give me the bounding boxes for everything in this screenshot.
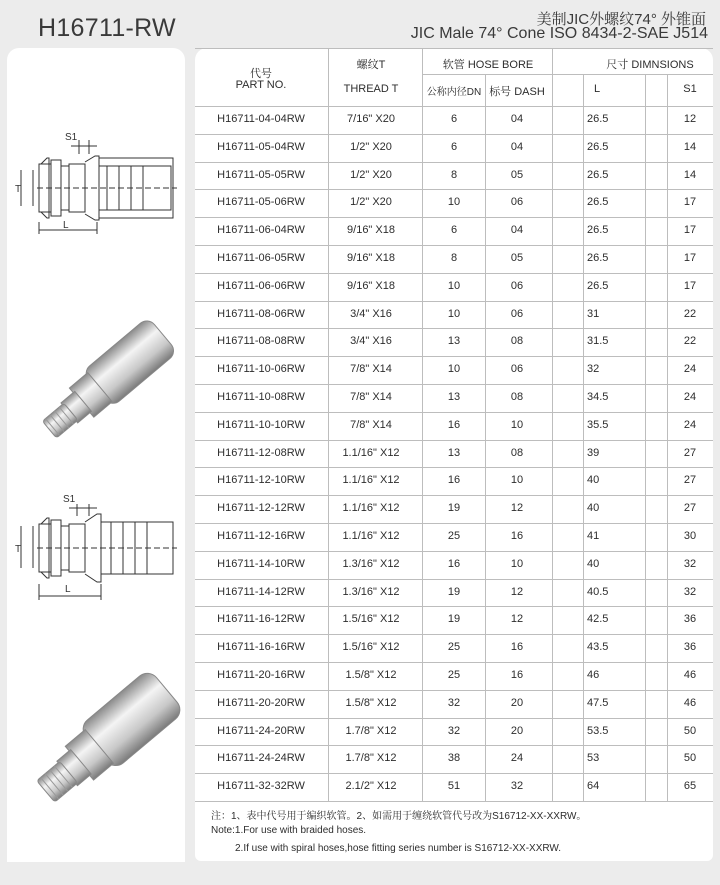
part-number-cell: H16711-06-05RW	[217, 252, 305, 264]
s1-cell: 32	[683, 586, 697, 598]
dn-cell: 25	[447, 669, 461, 681]
l-cell: 43.5	[587, 641, 609, 653]
thread-cell: 9/16" X18	[347, 252, 395, 264]
dash-cell: 05	[510, 252, 524, 264]
header-s1: S1	[683, 83, 697, 95]
part-number-cell: H16711-10-08RW	[217, 391, 305, 403]
s1-label-2: S1	[63, 494, 76, 505]
grid-hline	[195, 384, 713, 385]
grid-hline	[195, 48, 713, 49]
part-number-cell: H16711-12-12RW	[217, 502, 305, 514]
dn-cell: 25	[447, 530, 461, 542]
part-number-cell: H16711-14-12RW	[217, 586, 305, 598]
spec-table	[195, 48, 713, 861]
s1-cell: 50	[683, 752, 697, 764]
part-number-cell: H16711-05-04RW	[217, 141, 305, 153]
l-cell: 39	[587, 447, 600, 459]
fitting-photo-2	[7, 660, 185, 810]
s1-cell: 14	[683, 169, 697, 181]
dash-cell: 32	[510, 780, 524, 792]
header-dimensions: 尺寸 DIMNSIONS	[606, 59, 694, 71]
l-cell: 31	[587, 308, 600, 320]
dn-cell: 6	[450, 141, 458, 153]
part-number-cell: H16711-05-06RW	[217, 196, 305, 208]
l-cell: 26.5	[587, 113, 609, 125]
note-cn: 注：1、表中代号用于编织软管。2、如需用于缠绕软管代号改为S16712-XX-XXRW。	[211, 811, 587, 822]
dn-cell: 25	[447, 641, 461, 653]
dn-cell: 13	[447, 335, 461, 347]
s1-cell: 24	[683, 419, 697, 431]
thread-cell: 7/16" X20	[347, 113, 395, 125]
l-cell: 46	[587, 669, 600, 681]
dn-cell: 16	[447, 558, 461, 570]
l-cell: 47.5	[587, 697, 609, 709]
page-title: H16711-RW	[38, 14, 176, 42]
header-thread-en: THREAD T	[343, 83, 399, 95]
fitting-drawing-2	[7, 494, 185, 614]
l-cell: 40	[587, 502, 600, 514]
dash-cell: 20	[510, 697, 524, 709]
dash-cell: 10	[510, 474, 524, 486]
l-cell: 32	[587, 363, 600, 375]
grid-hline	[195, 440, 713, 441]
part-number-cell: H16711-06-06RW	[217, 280, 305, 292]
l-cell: 40	[587, 558, 600, 570]
l-cell: 26.5	[587, 252, 609, 264]
grid-hline	[195, 189, 713, 190]
s1-cell: 46	[683, 697, 697, 709]
dash-cell: 06	[510, 308, 524, 320]
grid-hline	[195, 690, 713, 691]
part-number-cell: H16711-16-12RW	[217, 613, 305, 625]
dash-cell: 08	[510, 447, 524, 459]
s1-cell: 27	[683, 502, 697, 514]
dash-cell: 20	[510, 725, 524, 737]
l-cell: 40	[587, 474, 600, 486]
part-number-cell: H16711-14-10RW	[217, 558, 305, 570]
grid-hline	[195, 134, 713, 135]
grid-vline	[667, 74, 668, 801]
grid-hline	[195, 412, 713, 413]
l-cell: 26.5	[587, 169, 609, 181]
thread-cell: 1.7/8" X12	[345, 725, 397, 737]
illustration-panel	[7, 48, 185, 862]
s1-cell: 17	[683, 224, 697, 236]
grid-hline	[195, 579, 713, 580]
dn-cell: 13	[447, 391, 461, 403]
grid-hline	[195, 523, 713, 524]
s1-cell: 12	[683, 113, 697, 125]
grid-vline	[645, 74, 646, 801]
t-label: T	[15, 184, 22, 195]
header-part-cn: 代号	[250, 68, 272, 80]
t-label-2: T	[15, 544, 22, 555]
s1-cell: 65	[683, 780, 697, 792]
dn-cell: 8	[450, 252, 458, 264]
part-number-cell: H16711-24-24RW	[217, 752, 305, 764]
subtitle-cn: 美制JIC外螺纹74° 外锥面	[536, 11, 706, 28]
part-number-cell: H16711-24-20RW	[217, 725, 305, 737]
thread-cell: 2.1/2" X12	[345, 780, 397, 792]
header-part-en: PART NO.	[235, 79, 287, 91]
dash-cell: 04	[510, 141, 524, 153]
grid-hline	[195, 245, 713, 246]
grid-hline	[195, 301, 713, 302]
dash-cell: 05	[510, 169, 524, 181]
thread-cell: 1.7/8" X12	[345, 752, 397, 764]
grid-hline	[422, 74, 713, 75]
part-number-cell: H16711-10-10RW	[217, 419, 305, 431]
dn-cell: 32	[447, 725, 461, 737]
dn-cell: 10	[447, 308, 461, 320]
s1-cell: 17	[683, 252, 697, 264]
part-number-cell: H16711-12-16RW	[217, 530, 305, 542]
grid-vline	[552, 48, 553, 801]
s1-cell: 24	[683, 391, 697, 403]
part-number-cell: H16711-16-16RW	[217, 641, 305, 653]
part-number-cell: H16711-20-20RW	[217, 697, 305, 709]
grid-hline	[195, 551, 713, 552]
header-thread-cn: 螺纹T	[356, 59, 386, 71]
l-cell: 34.5	[587, 391, 609, 403]
s1-cell: 36	[683, 641, 697, 653]
s1-cell: 32	[683, 558, 697, 570]
s1-cell: 30	[683, 530, 697, 542]
dn-cell: 19	[447, 613, 461, 625]
l-cell: 41	[587, 530, 600, 542]
dash-cell: 16	[510, 669, 524, 681]
l-cell: 40.5	[587, 586, 609, 598]
grid-hline	[195, 328, 713, 329]
dash-cell: 12	[510, 502, 524, 514]
l-cell: 31.5	[587, 335, 609, 347]
grid-hline	[195, 745, 713, 746]
dash-cell: 12	[510, 586, 524, 598]
part-number-cell: H16711-08-06RW	[217, 308, 305, 320]
grid-hline	[195, 162, 713, 163]
header-l: L	[593, 83, 601, 95]
header-dn: 公称内径DN	[426, 87, 482, 98]
dash-cell: 04	[510, 113, 524, 125]
l-cell: 64	[587, 780, 600, 792]
thread-cell: 1.3/16" X12	[342, 558, 400, 570]
note-en-1: Note:1.For use with braided hoses.	[211, 825, 367, 836]
grid-hline	[195, 495, 713, 496]
s1-cell: 17	[683, 196, 697, 208]
grid-hline	[195, 634, 713, 635]
l-cell: 53	[587, 752, 600, 764]
l-cell: 26.5	[587, 280, 609, 292]
dn-cell: 19	[447, 586, 461, 598]
grid-hline	[195, 773, 713, 774]
l-cell: 26.5	[587, 196, 609, 208]
grid-hline	[195, 106, 713, 107]
grid-hline	[195, 606, 713, 607]
header-hose-bore: 软管 HOSE BORE	[442, 59, 534, 71]
thread-cell: 7/8" X14	[350, 391, 392, 403]
thread-cell: 1/2" X20	[350, 141, 392, 153]
s1-cell: 27	[683, 447, 697, 459]
grid-hline	[195, 662, 713, 663]
l-cell: 26.5	[587, 224, 609, 236]
dash-cell: 12	[510, 613, 524, 625]
dn-cell: 10	[447, 363, 461, 375]
part-number-cell: H16711-05-05RW	[217, 169, 305, 181]
dash-cell: 08	[510, 391, 524, 403]
part-number-cell: H16711-08-08RW	[217, 335, 305, 347]
part-number-cell: H16711-10-06RW	[217, 363, 305, 375]
part-number-cell: H16711-20-16RW	[217, 669, 305, 681]
dn-cell: 10	[447, 280, 461, 292]
grid-vline	[328, 48, 329, 801]
thread-cell: 1.5/8" X12	[345, 669, 397, 681]
dash-cell: 06	[510, 363, 524, 375]
dash-cell: 16	[510, 641, 524, 653]
part-number-cell: H16711-12-10RW	[217, 474, 305, 486]
l-cell: 26.5	[587, 141, 609, 153]
thread-cell: 3/4" X16	[350, 335, 392, 347]
dn-cell: 16	[447, 474, 461, 486]
dn-cell: 6	[450, 113, 458, 125]
thread-cell: 1.1/16" X12	[342, 530, 400, 542]
thread-cell: 1.3/16" X12	[342, 586, 400, 598]
s1-cell: 22	[683, 308, 697, 320]
s1-label: S1	[65, 132, 78, 143]
dash-cell: 24	[510, 752, 524, 764]
s1-cell: 14	[683, 141, 697, 153]
thread-cell: 7/8" X14	[350, 363, 392, 375]
dash-cell: 08	[510, 335, 524, 347]
thread-cell: 1.1/16" X12	[342, 502, 400, 514]
grid-hline	[195, 273, 713, 274]
dash-cell: 06	[510, 196, 524, 208]
thread-cell: 3/4" X16	[350, 308, 392, 320]
part-number-cell: H16711-06-04RW	[217, 224, 305, 236]
dn-cell: 16	[447, 419, 461, 431]
s1-cell: 22	[683, 335, 697, 347]
grid-vline	[583, 74, 584, 801]
s1-cell: 46	[683, 669, 697, 681]
part-number-cell: H16711-04-04RW	[217, 113, 305, 125]
dash-cell: 06	[510, 280, 524, 292]
grid-hline	[195, 718, 713, 719]
s1-cell: 24	[683, 363, 697, 375]
l-label-2: L	[65, 584, 71, 595]
l-label: L	[63, 220, 69, 231]
dn-cell: 8	[450, 169, 458, 181]
fitting-drawing-1	[7, 118, 185, 238]
thread-cell: 1/2" X20	[350, 169, 392, 181]
dn-cell: 13	[447, 447, 461, 459]
dash-cell: 10	[510, 558, 524, 570]
s1-cell: 17	[683, 280, 697, 292]
thread-cell: 1.5/16" X12	[342, 641, 400, 653]
dn-cell: 19	[447, 502, 461, 514]
thread-cell: 1.1/16" X12	[342, 474, 400, 486]
thread-cell: 1.5/8" X12	[345, 697, 397, 709]
l-cell: 53.5	[587, 725, 609, 737]
grid-hline	[195, 467, 713, 468]
dn-cell: 32	[447, 697, 461, 709]
thread-cell: 1/2" X20	[350, 196, 392, 208]
grid-hline	[195, 801, 713, 802]
subtitle-en: JIC Male 74° Cone ISO 8434-2-SAE J514	[410, 25, 708, 42]
part-number-cell: H16711-32-32RW	[217, 780, 305, 792]
s1-cell: 50	[683, 725, 697, 737]
dash-cell: 10	[510, 419, 524, 431]
note-en-2: 2.If use with spiral hoses,hose fitting series number is S16712-XX-XXRW.	[235, 843, 562, 854]
s1-cell: 36	[683, 613, 697, 625]
thread-cell: 1.1/16" X12	[342, 447, 400, 459]
dn-cell: 10	[447, 196, 461, 208]
dash-cell: 16	[510, 530, 524, 542]
part-number-cell: H16711-12-08RW	[217, 447, 305, 459]
grid-vline	[485, 74, 486, 801]
dash-cell: 04	[510, 224, 524, 236]
grid-vline	[422, 48, 423, 801]
header-dash: 标号 DASH	[489, 86, 545, 98]
l-cell: 35.5	[587, 419, 609, 431]
thread-cell: 1.5/16" X12	[342, 613, 400, 625]
thread-cell: 9/16" X18	[347, 224, 395, 236]
thread-cell: 7/8" X14	[350, 419, 392, 431]
dn-cell: 38	[447, 752, 461, 764]
dn-cell: 6	[450, 224, 458, 236]
s1-cell: 27	[683, 474, 697, 486]
dn-cell: 51	[447, 780, 461, 792]
l-cell: 42.5	[587, 613, 609, 625]
grid-hline	[195, 356, 713, 357]
thread-cell: 9/16" X18	[347, 280, 395, 292]
fitting-photo-1	[7, 310, 185, 440]
grid-hline	[195, 217, 713, 218]
